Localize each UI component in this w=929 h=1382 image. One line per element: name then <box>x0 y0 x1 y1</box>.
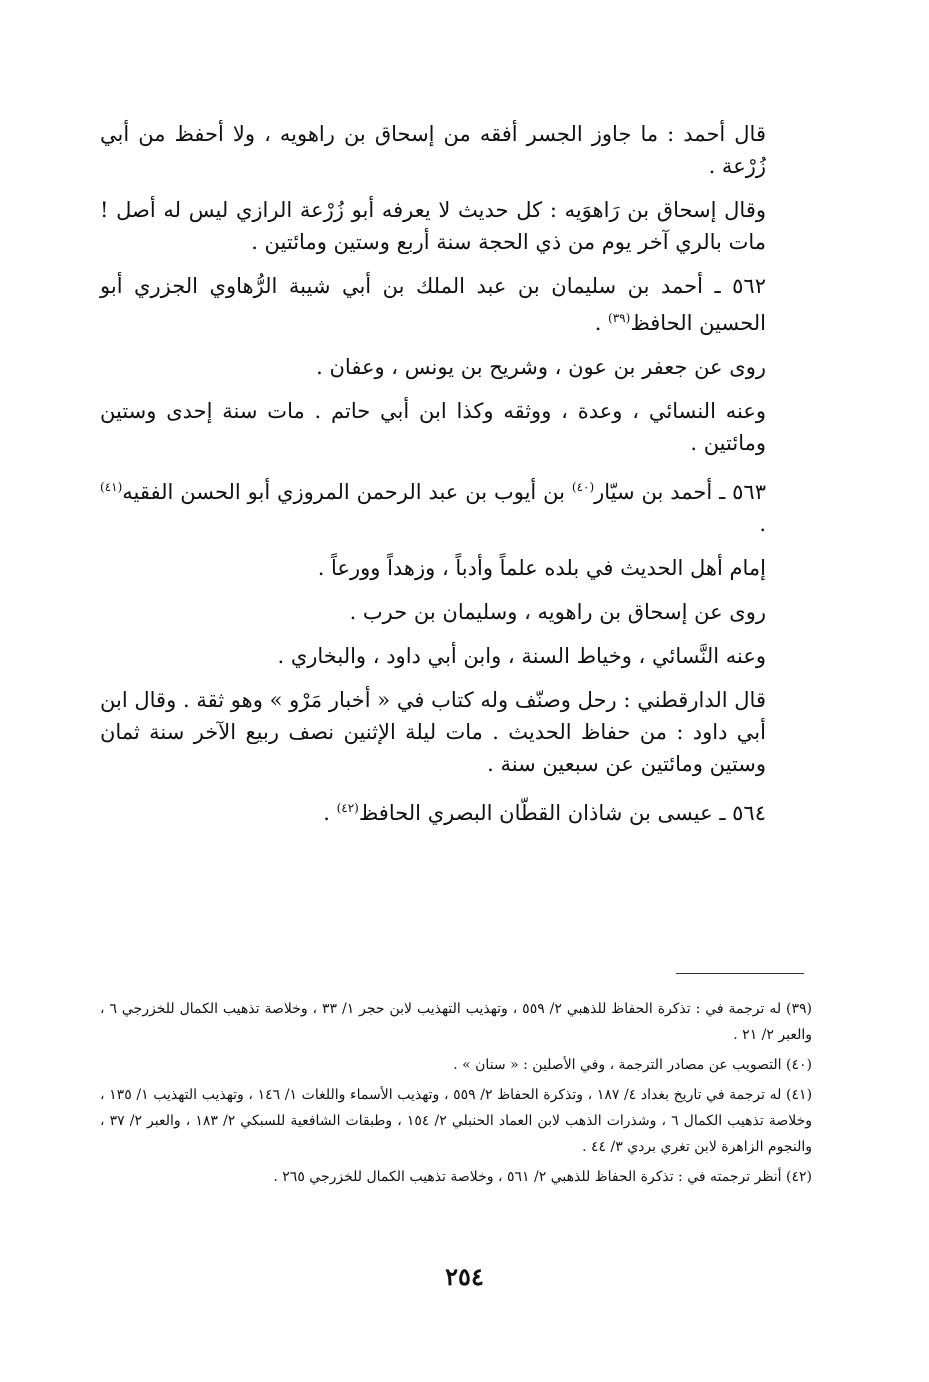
punctuation: . <box>594 311 609 335</box>
footnote: (٤٢) أنظر ترجمته في : تذكرة الحفاظ للذهبي ٢/ ٥٦١ ، وخلاصة تذهيب الكمال للخزرجي ٢٦٥ . <box>273 1169 812 1185</box>
footnote: (٤١) له ترجمة في تاريخ بغداد ٤/ ١٨٧ ، وتذكرة الحفاظ ٢/ ٥٥٩ ، وتهذيب الأسماء واللغات ١/ ١٤٦ ، وتهذيب التهذيب ١/ ١٣٥ ، وخلاصة تذهيب الكمال ٦ ، وشذرات الذهب لابن العماد الحنبلي ٢/ ١٥٤ ، وطبقات الشافعية للسبكي ٢/ ١٨٣ ، والعبر ٢/ ٣٧ ، والنجوم الزاهرة لابن تغري بردي ٣/ ٤٤ . <box>100 1087 813 1155</box>
footnotes <box>100 996 812 1194</box>
paragraph: قال الدارقطني : رحل وصنّف وله كتاب في « أخبار مَرْو » وهو ثقة . وقال ابن أبي داود : من حفاظ الحديث . مات ليلة الإثنين نصف ربيع الآخر سنة ثمان وستين ومائتين عن سبعين سنة . <box>100 688 766 776</box>
paragraph: قال أحمد : ما جاوز الجسر أفقه من إسحاق بن راهويه ، ولا أحفظ من أبي زُرْعة . <box>100 122 766 178</box>
paragraph: روى عن جعفر بن عون ، وشريح بن يونس ، وعفان . <box>316 355 766 379</box>
punctuation: . <box>759 512 766 536</box>
entry-heading-563 <box>100 471 810 540</box>
footnote-ref: (٤٠) <box>571 480 595 494</box>
footnote-separator <box>676 973 804 974</box>
entry-heading-564 <box>100 792 810 829</box>
footnote-ref: (٣٩) <box>608 311 631 325</box>
paragraph: إمام أهل الحديث في بلده علماً وأدباً ، وزهداً وورعاً . <box>317 556 766 580</box>
punctuation: . <box>323 801 337 825</box>
footnote: (٣٩) له ترجمة في : تذكرة الحفاظ للذهبي ٢/ ٥٥٩ ، وتهذيب التهذيب لابن حجر ١/ ٣٣ ، وخلاصة تذهيب الكمال للخزرجي ٦ ، والعبر ٢/ ٢١ . <box>100 1001 813 1043</box>
paragraph: وعنه النسائي ، وعدة ، ووثقه وكذا ابن أبي حاتم . مات سنة إحدى وستين ومائتين . <box>100 399 766 455</box>
main-text <box>100 118 810 841</box>
paragraph: وعنه النَّسائي ، وخياط السنة ، وابن أبي داود ، والبخاري . <box>277 644 766 668</box>
footnote-ref: (٤١) <box>100 480 123 494</box>
footnote-ref: (٤٢) <box>336 801 359 815</box>
entry-heading-cont: بن أيوب بن عبد الرحمن المروزي أبو الحسن الفقيه <box>122 480 565 504</box>
entry-heading-text: ٥٦٢ ـ أحمد بن سليمان بن عبد الملك بن أبي شيبة الرُّهاوي الجزري أبو الحسين الحافظ <box>100 274 766 335</box>
paragraph: روى عن إسحاق بن راهويه ، وسليمان بن حرب . <box>349 600 766 624</box>
entry-heading-text: ٥٦٣ ـ أحمد بن سيّار <box>594 480 766 504</box>
entry-heading-562 <box>100 270 810 339</box>
page-number: ٢٥٤ <box>445 1262 484 1291</box>
paragraph: وقال إسحاق بن رَاهوَيه : كل حديث لا يعرفه أبو زُرْعة الرازي ليس له أصل ! مات بالري آخر يوم من ذي الحجة سنة أربع وستين ومائتين . <box>100 198 766 254</box>
entry-heading-text: ٥٦٤ ـ عيسى بن شاذان القطّان البصري الحافظ <box>358 801 766 825</box>
footnote: (٤٠) التصويب عن مصادر الترجمة ، وفي الأصلين : « سنان » . <box>453 1057 812 1073</box>
